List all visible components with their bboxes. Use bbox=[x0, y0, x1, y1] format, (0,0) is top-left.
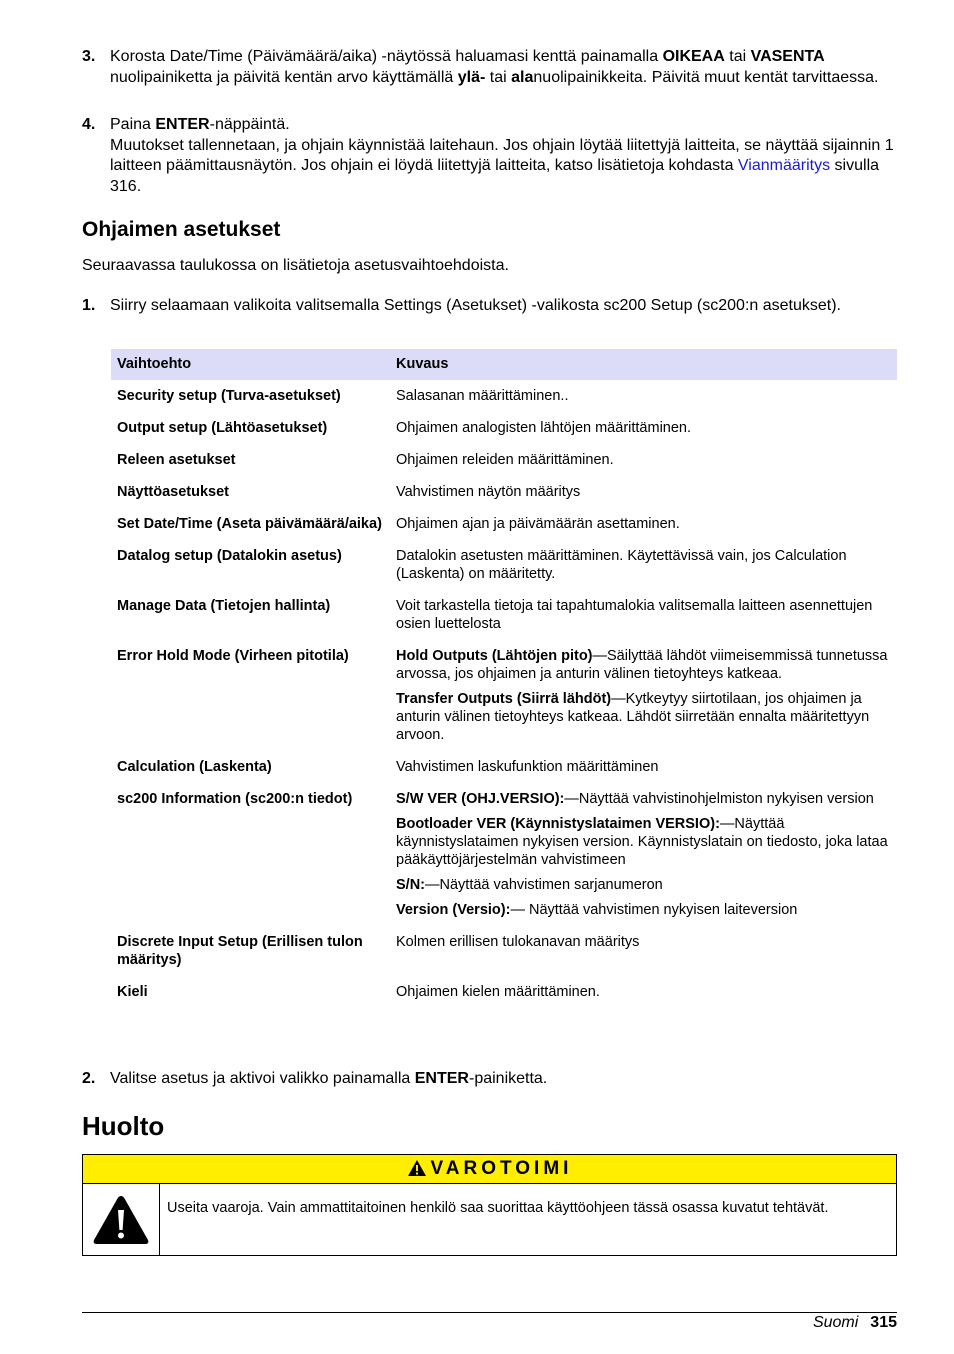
column-header-description: Kuvaus bbox=[390, 349, 897, 380]
table-row bbox=[111, 412, 897, 444]
table-row bbox=[111, 783, 897, 926]
step-1 bbox=[82, 296, 897, 317]
table-row bbox=[111, 640, 897, 751]
option-cell: Error Hold Mode (Virheen pitotila) bbox=[117, 648, 349, 664]
step-number: 4. bbox=[82, 116, 96, 133]
option-cell: Security setup (Turva-asetukset) bbox=[117, 388, 341, 404]
option-cell: Output setup (Lähtöasetukset) bbox=[117, 420, 328, 436]
table-row bbox=[111, 444, 897, 476]
step-3-text: Korosta Date/Time (Päivämäärä/aika) -näytössä haluamasi kenttä painamalla OIKEAA tai VASENTA nuolipainiketta ja päivitä kentän arvo käyttämällä ylä- tai alanuolipainikkeita. Päivitä muut kentät tarvittaessa. bbox=[110, 48, 879, 86]
step-4-text: Paina ENTER-näppäintä. bbox=[110, 116, 290, 133]
option-cell: Set Date/Time (Aseta päivämäärä/aika) bbox=[117, 516, 382, 532]
table-row bbox=[111, 540, 897, 590]
table-row bbox=[111, 380, 897, 412]
table-row bbox=[111, 751, 897, 783]
description-cell: Vahvistimen laskufunktion määrittäminen bbox=[396, 759, 659, 775]
description-cell: Vahvistimen näytön määritys bbox=[396, 484, 581, 500]
step-number: 1. bbox=[82, 297, 96, 314]
description-cell: Ohjaimen releiden määrittäminen. bbox=[396, 452, 614, 468]
option-cell: Discrete Input Setup (Erillisen tulon määritys) bbox=[117, 934, 363, 968]
description-cell: Voit tarkastella tietoja tai tapahtumalokia valitsemalla laitteen asennettujen osien luettelosta bbox=[396, 598, 873, 632]
step-4 bbox=[82, 115, 897, 197]
step-number: 2. bbox=[82, 1070, 96, 1087]
option-cell: sc200 Information (sc200:n tiedot) bbox=[117, 791, 353, 807]
table-row bbox=[111, 926, 897, 976]
option-cell: Näyttöasetukset bbox=[117, 484, 230, 500]
warning-label: VAROTOIMI bbox=[430, 1158, 573, 1179]
warning-triangle-icon bbox=[407, 1159, 427, 1177]
table-row bbox=[111, 590, 897, 640]
option-cell: Kieli bbox=[117, 984, 148, 1000]
option-cell: Manage Data (Tietojen hallinta) bbox=[117, 598, 331, 614]
description-cell: Kolmen erillisen tulokanavan määritys bbox=[396, 934, 640, 950]
step-2-text: Valitse asetus ja aktivoi valikko painamalla ENTER-painiketta. bbox=[110, 1070, 548, 1087]
step-number: 3. bbox=[82, 48, 96, 65]
table-row bbox=[111, 476, 897, 508]
description-cell: Datalokin asetusten määrittäminen. Käytettävissä vain, jos Calculation (Laskenta) on määritetty. bbox=[396, 548, 847, 582]
section-title: Ohjaimen asetukset bbox=[82, 218, 281, 241]
table-row bbox=[111, 508, 897, 540]
warning-box bbox=[82, 1154, 897, 1256]
option-cell: Datalog setup (Datalokin asetus) bbox=[117, 548, 342, 564]
description-cell: Hold Outputs (Lähtöjen pito)—Säilyttää lähdöt viimeisemmissä tunnetussa arvossa, jos ohjaimen ja anturin välinen tietoyhteys katkeaa. Transfer Outputs (Siirrä lähdöt)—Kytkeytyy siirtotilaan, jos ohjaimen ja anturin välinen tietoyhteys katkeaa. Lähdöt siirretään ennalta määritettyyn arvoon. bbox=[396, 648, 888, 743]
settings-table bbox=[111, 349, 897, 1008]
column-header-option: Vaihtoehto bbox=[111, 349, 390, 380]
page-number: 315 bbox=[870, 1314, 897, 1331]
step-2 bbox=[82, 1069, 897, 1090]
step-4-result: Muutokset tallennetaan, ja ohjain käynnistää laitehaun. Jos ohjain löytää liitettyjä laitteita, se näyttää sijainnin 1 laitteen päämittausnäytön. Jos ohjain ei löydä liitettyjä laitteita, katso lisätietoja kohdasta Vianmääritys sivulla 316. bbox=[110, 136, 894, 195]
description-cell: S/W VER (OHJ.VERSIO):—Näyttää vahvistinohjelmiston nykyisen version Bootloader VER (Käynnistyslataimen VERSIO):—Näyttää käynnistyslataimen nykyisen version. Käynnistyslatain on tiedosto, joka lataa pääkäyttöjärjestelmän vahvistimeen S/N:—Näyttää vahvistimen sarjanumeron Version (Versio):— Näyttää vahvistimen nykyisen laiteversion bbox=[396, 791, 888, 918]
description-cell: Salasanan määrittäminen.. bbox=[396, 388, 569, 404]
table-row bbox=[111, 976, 897, 1008]
footer-language: Suomi bbox=[812, 1314, 859, 1331]
warning-text: Useita vaaroja. Vain ammattitaitoinen henkilö saa suorittaa käyttöohjeen tässä osassa kuvatut tehtävät. bbox=[167, 1200, 829, 1216]
option-cell: Releen asetukset bbox=[117, 452, 236, 468]
description-cell: Ohjaimen kielen määrittäminen. bbox=[396, 984, 600, 1000]
troubleshooting-link[interactable]: Vianmääritys bbox=[737, 157, 831, 174]
step-3 bbox=[82, 47, 897, 88]
step-1-text: Siirry selaamaan valikoita valitsemalla Settings (Asetukset) -valikosta sc200 Setup (sc200:n asetukset). bbox=[110, 297, 841, 314]
section-title-huolto: Huolto bbox=[82, 1111, 165, 1141]
footer-divider bbox=[82, 1312, 897, 1313]
warning-icon-cell bbox=[83, 1184, 160, 1255]
option-cell: Calculation (Laskenta) bbox=[117, 759, 272, 775]
description-cell: Ohjaimen ajan ja päivämäärän asettaminen. bbox=[396, 516, 680, 532]
warning-header bbox=[83, 1155, 896, 1184]
exclamation-triangle-icon bbox=[91, 1193, 151, 1247]
section-intro: Seuraavassa taulukossa on lisätietoja asetusvaihtoehdoista. bbox=[82, 257, 509, 274]
footer bbox=[813, 1313, 897, 1333]
table-header-row bbox=[111, 349, 897, 380]
description-cell: Ohjaimen analogisten lähtöjen määrittäminen. bbox=[396, 420, 692, 436]
